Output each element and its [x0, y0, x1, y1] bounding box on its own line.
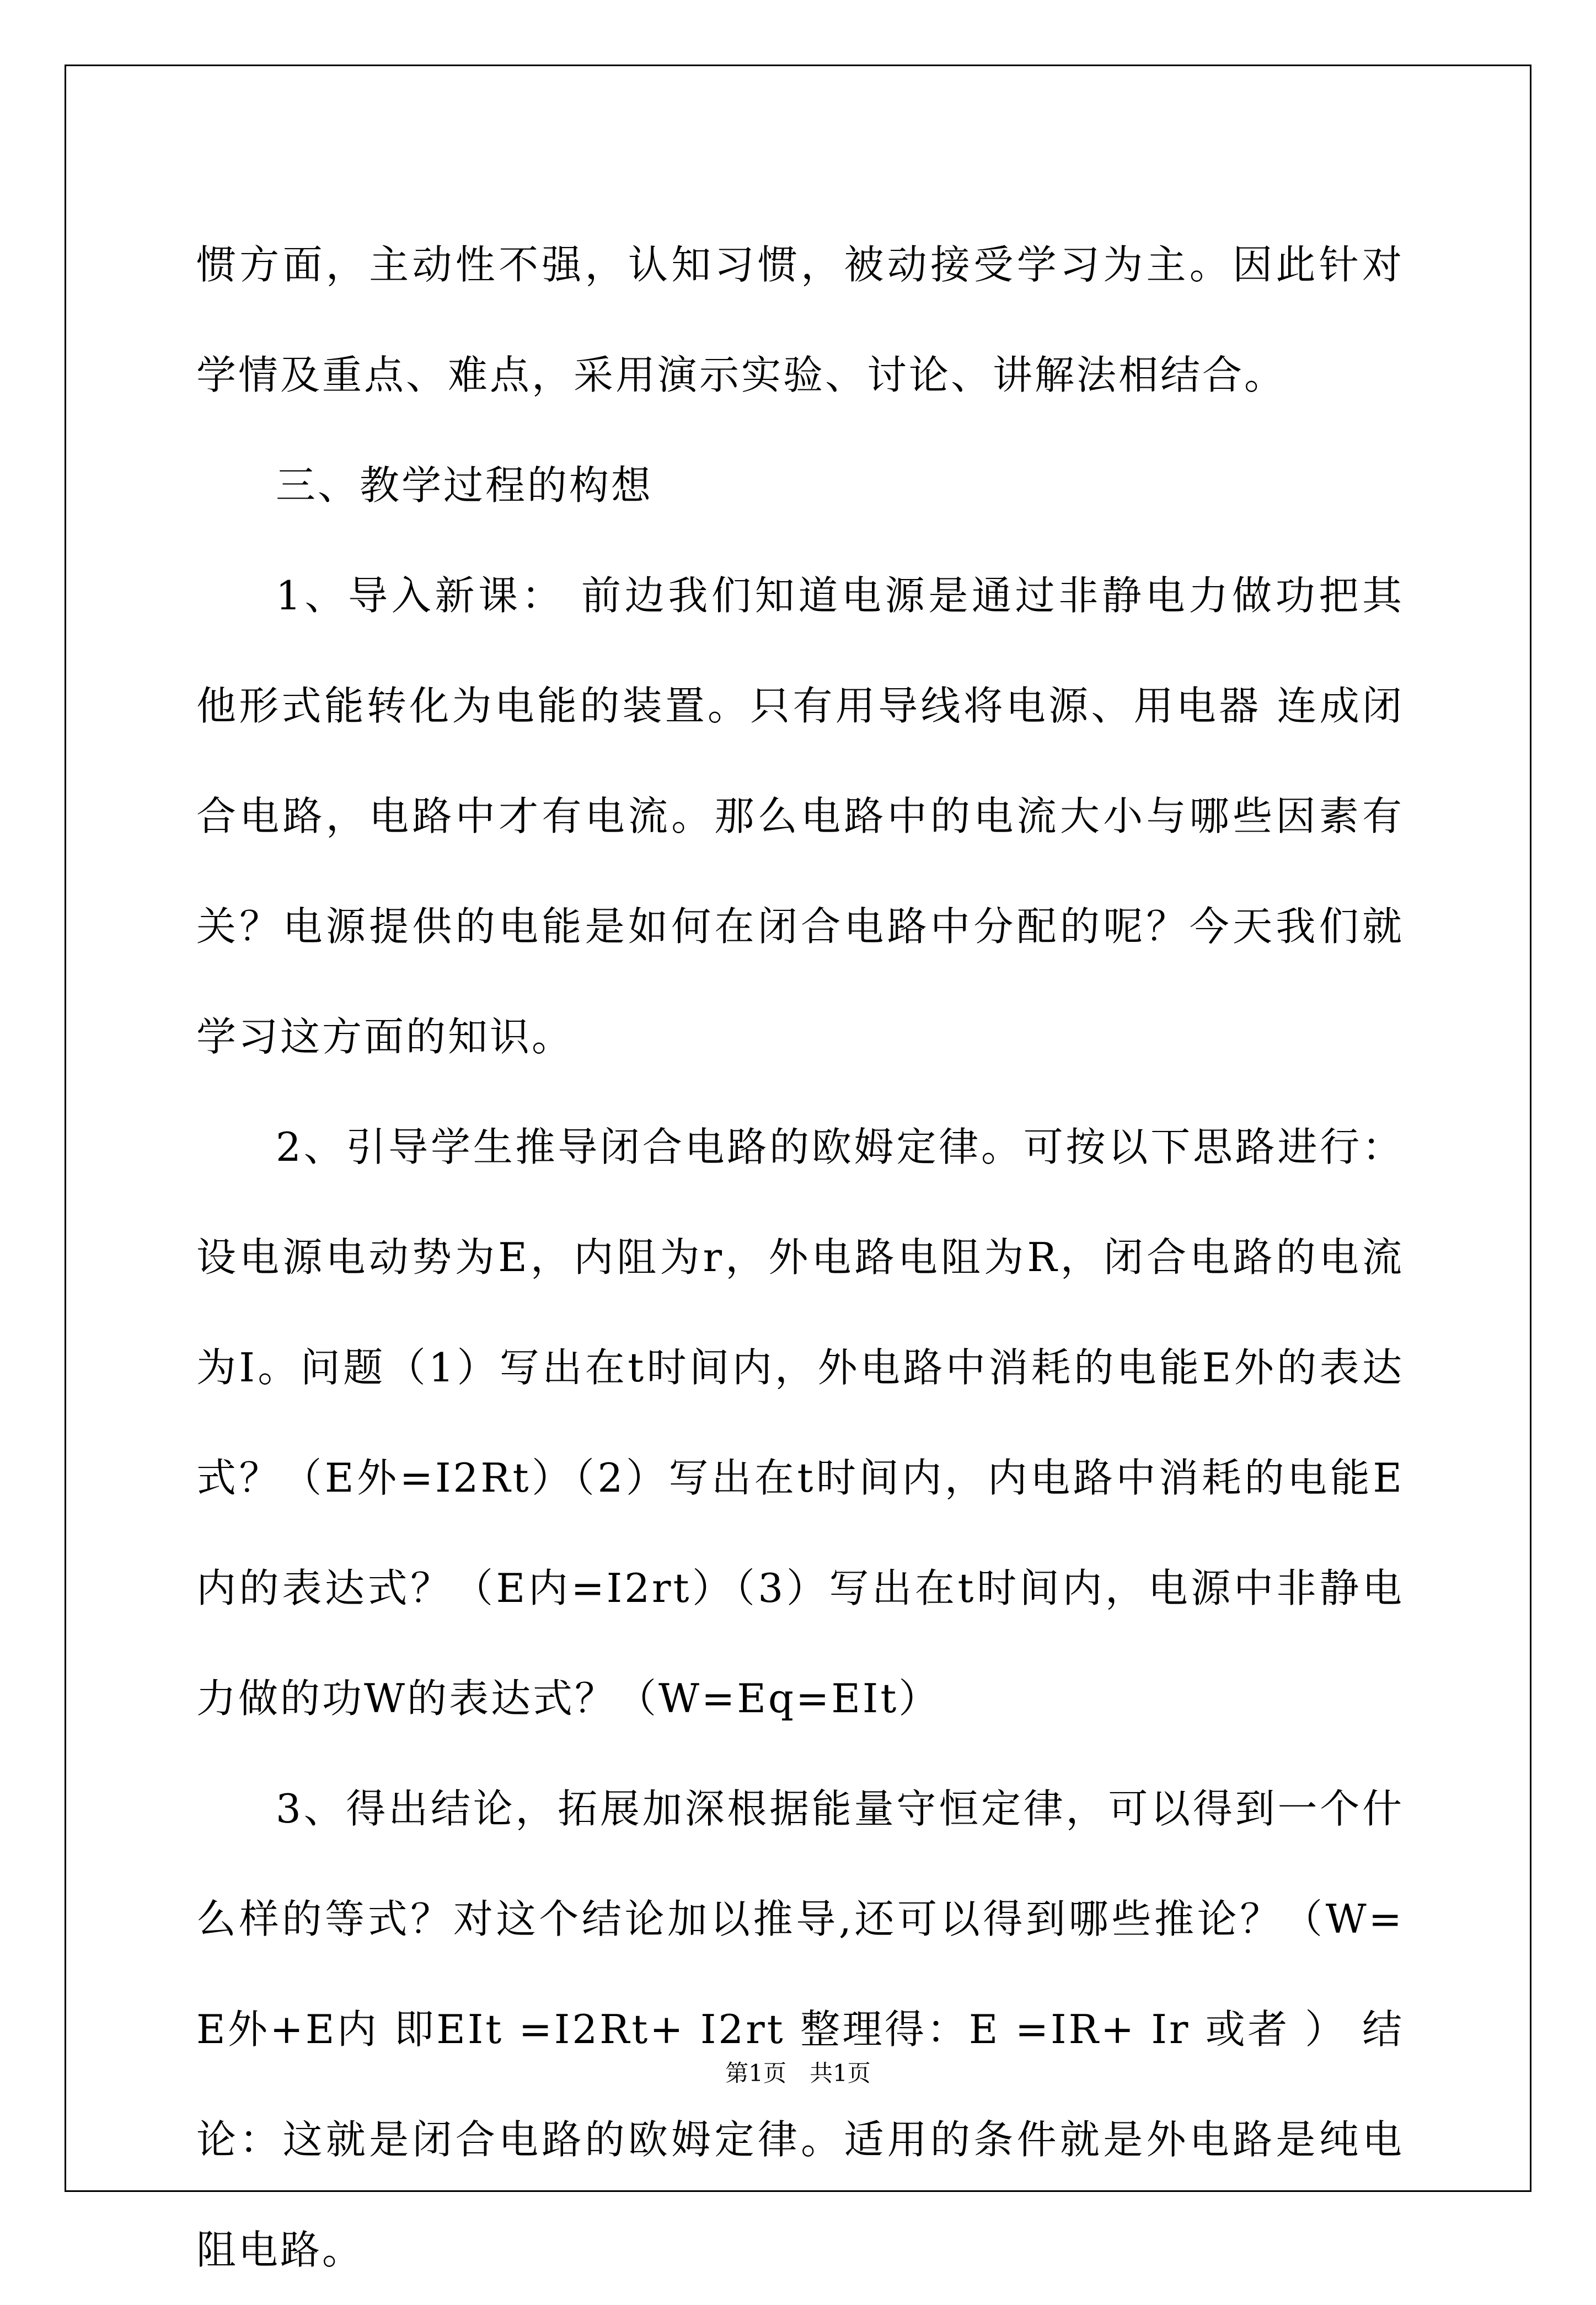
- document-body: [196, 210, 1419, 2305]
- paragraph-intro-continuation: 惯方面，主动性不强，认知习惯，被动接受学习为主。因此针对学情及重点、难点，采用演示实验、讨论、讲解法相结合。: [196, 242, 1404, 398]
- paragraph-step-1: 1、导入新课： 前边我们知道电源是通过非静电力做功把其他形式能转化为电能的装置。只有用导线将电源、用电器 连成闭合电路，电路中才有电流。那么电路中的电流大小与哪些因素有关？电源提供的电能是如何在闭合电路中分配的呢？今天我们就学习这方面的知识。: [196, 572, 1404, 1060]
- paragraph-step-3: 3、得出结论，拓展加深根据能量守恒定律，可以得到一个什么样的等式？对这个结论加以推导,还可以得到哪些推论？（W= E外+E内 即EIt =I2Rt+ I2rt 整理得：E =IR+ Ir 或者 ） 结论：这就是闭合电路的欧姆定律。适用的条件就是外电路是纯电阻电路。: [196, 1786, 1419, 2273]
- section-heading: 三、教学过程的构想: [276, 462, 654, 508]
- page-footer: 第1页 共1页: [725, 2060, 871, 2087]
- paragraph-step-2: 2、引导学生推导闭合电路的欧姆定律。可按以下思路进行：设电源电动势为E，内阻为r，外电路电阻为R，闭合电路的电流为I。问题（1）写出在t时间内，外电路中消耗的电能E外的表达式？（E外=I2Rt）（2）写出在t时间内，内电路中消耗的电能E内的表达式？（E内=I2rt）（3）写出在t时间内，电源中非静电力做的功W的表达式？（W=Eq=EIt）: [196, 1124, 1404, 1722]
